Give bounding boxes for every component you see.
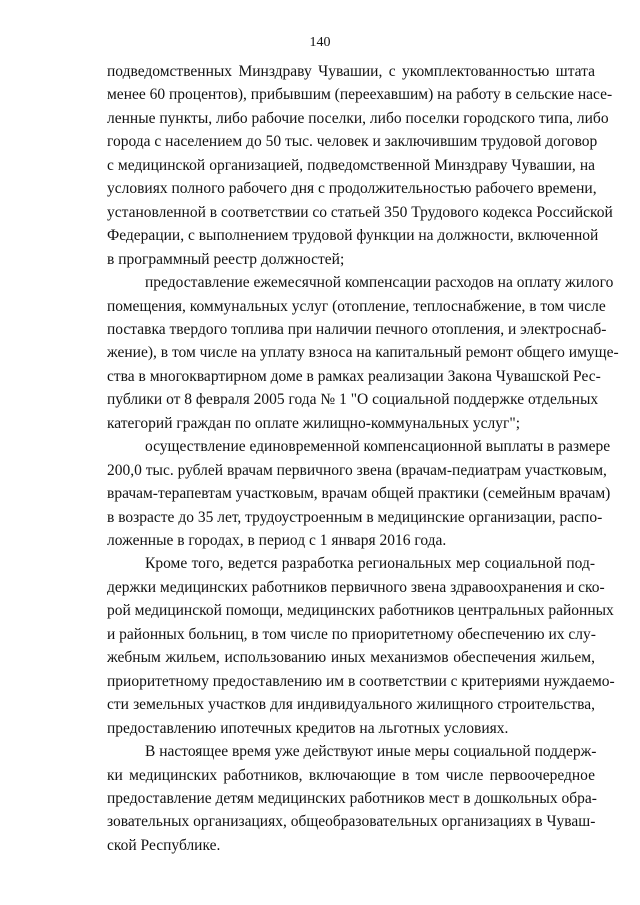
- text-line: менее 60 процентов), прибывшим (переехавшим) на работу в сельские насе-: [107, 86, 613, 104]
- text-line: категорий граждан по оплате жилищно-коммунальных услуг";: [107, 414, 520, 432]
- text-line: ложенные в городах, в период с 1 января 2016 года.: [107, 532, 447, 549]
- text-line: помещения, коммунальных услуг (отопление, теплоснабжение, в том числе: [107, 297, 606, 315]
- text-line: и районных больниц, в том числе по приоритетному обеспечению их слу-: [107, 625, 596, 643]
- text-line: ки медицинских работников, включающие в том числе первоочередное: [107, 766, 595, 784]
- text-line: сти земельных участков для индивидуального жилищного строительства,: [107, 696, 595, 714]
- text-line: предоставление ежемесячной компенсации расходов на оплату жилого: [145, 274, 614, 292]
- text-line: предоставлению ипотечных кредитов на льготных условиях.: [107, 719, 509, 737]
- text-line: 200,0 тыс. рублей врачам первичного звена (врачам-педиатрам участковым,: [107, 461, 607, 479]
- text-line: условиях полного рабочего дня с продолжительностью рабочего времени,: [107, 180, 597, 198]
- text-line: осуществление единовременной компенсационной выплаты в размере: [145, 438, 611, 456]
- text-line: Кроме того, ведется разработка региональных мер социальной под-: [145, 555, 595, 573]
- text-line: зовательных организациях, общеобразовательных организациях в Чуваш-: [107, 813, 596, 831]
- text-line: рой медицинской помощи, медицинских работников центральных районных: [107, 602, 614, 620]
- text-line: жение), в том числе на уплату взноса на капитальный ремонт общего имуще-: [107, 344, 619, 362]
- text-line: ской Республике.: [107, 836, 221, 854]
- text-line: Федерации, с выполнением трудовой функции на должности, включенной: [107, 227, 599, 245]
- text-line: В настоящее время уже действуют иные меры социальной поддерж-: [145, 743, 597, 761]
- text-line: подведомственных Минздраву Чувашии, с укомплектованностью штата: [107, 63, 595, 80]
- text-line: держки медицинских работников первичного звена здравоохранения и ско-: [107, 578, 605, 596]
- text-line: в программный реестр должностей;: [107, 250, 345, 268]
- text-line: города с населением до 50 тыс. человек и заключившим трудовой договор: [107, 133, 598, 151]
- text-line: публики от 8 февраля 2005 года № 1 "О социальной поддержке отдельных: [107, 391, 599, 409]
- text-line: жебным жильем, использованию иных механизмов обеспечения жильем,: [107, 649, 595, 667]
- text-line: в возрасте до 35 лет, трудоустроенным в медицинские организации, распо-: [107, 508, 603, 526]
- text-line: ства в многоквартирном доме в рамках реализации Закона Чувашской Рес-: [107, 367, 601, 385]
- text-line: предоставление детям медицинских работников мест в дошкольных обра-: [107, 789, 597, 807]
- text-line: установленной в соответствии со статьей 350 Трудового кодекса Российской: [107, 203, 613, 221]
- text-line: ленные пункты, либо рабочие поселки, либо поселки городского типа, либо: [107, 109, 609, 127]
- text-line: поставка твердого топлива при наличии печного отопления, и электроснаб-: [107, 320, 607, 338]
- text-line: приоритетному предоставлению им в соответствии с критериями нуждаемо-: [107, 672, 615, 690]
- text-line: с медицинской организацией, подведомственной Минздраву Чувашии, на: [107, 156, 595, 174]
- text-line: врачам-терапевтам участковым, врачам общей практики (семейным врачам): [107, 485, 611, 503]
- page-number: 140: [309, 35, 331, 50]
